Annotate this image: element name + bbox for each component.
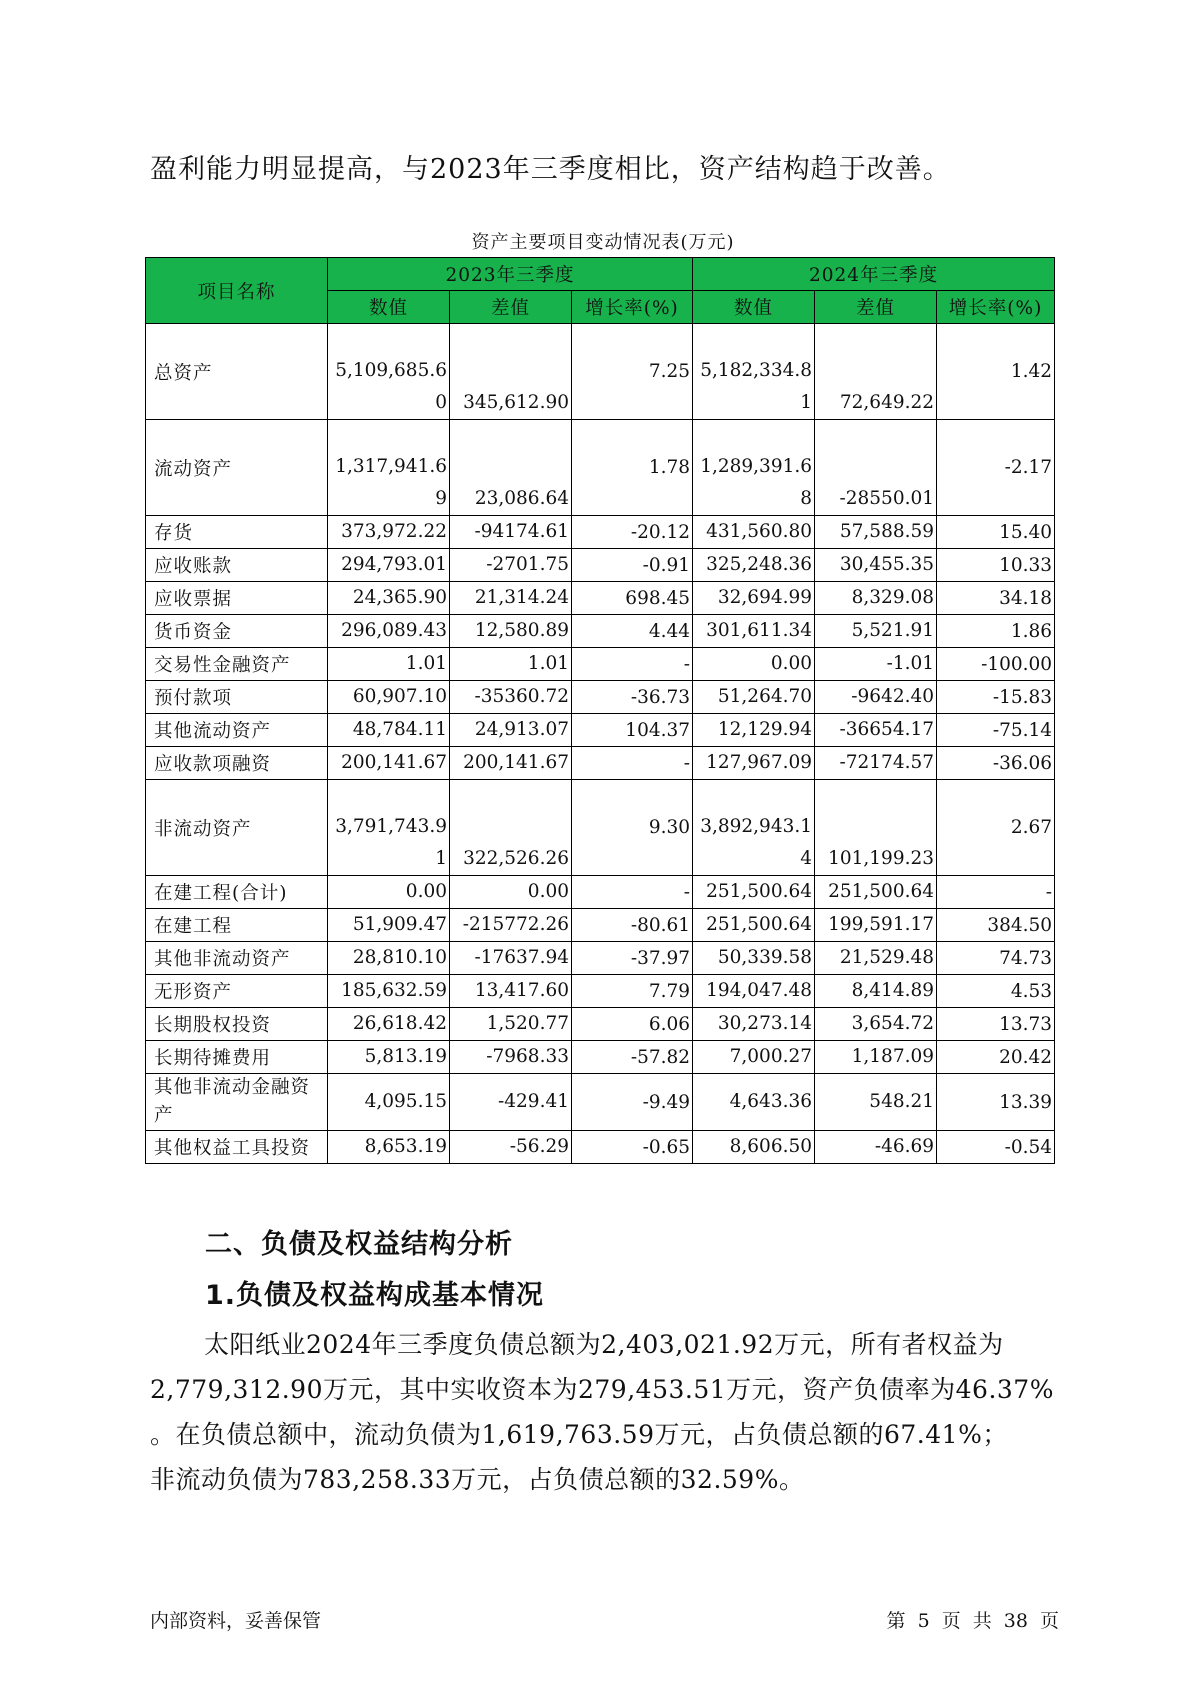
table-row: [146, 324, 1055, 420]
diff-2023-cell: -17637.94: [450, 942, 572, 975]
diff-2024-cell: 548.21: [815, 1074, 937, 1131]
value-2023-cell: 5,109,685.60: [328, 324, 450, 420]
diff-2023-cell: 345,612.90: [450, 324, 572, 420]
value-2024-cell: 1,289,391.68: [693, 420, 815, 516]
growth-2024-cell: 13.73: [937, 1008, 1055, 1041]
diff-2024-cell: -36654.17: [815, 714, 937, 747]
diff-2024-cell: -72174.57: [815, 747, 937, 780]
row-name-cell: 货币资金: [146, 615, 328, 648]
diff-2024-cell: 101,199.23: [815, 780, 937, 876]
table-row: [146, 1131, 1055, 1164]
value-2024-cell: 0.00: [693, 648, 815, 681]
value-2023-cell: 8,653.19: [328, 1131, 450, 1164]
value-2023-cell: 60,907.10: [328, 681, 450, 714]
row-name-cell: 总资产: [146, 324, 328, 420]
value-2023-cell: 1.01: [328, 648, 450, 681]
value-2023-cell: 1,317,941.69: [328, 420, 450, 516]
diff-2024-cell: 21,529.48: [815, 942, 937, 975]
row-name-cell: 在建工程(合计): [146, 876, 328, 909]
table-row: [146, 975, 1055, 1008]
row-name-cell: 无形资产: [146, 975, 328, 1008]
diff-2024-cell: 3,654.72: [815, 1008, 937, 1041]
growth-2023-cell: 7.25: [572, 324, 693, 420]
table-row: [146, 681, 1055, 714]
intro-text: 盈利能力明显提高，与2023年三季度相比，资产结构趋于改善。: [150, 154, 951, 185]
paragraph-line: 非流动负债为783,258.33万元，占负债总额的32.59%。: [150, 1465, 805, 1494]
row-name-cell: 非流动资产: [146, 780, 328, 876]
value-2024-cell: 301,611.34: [693, 615, 815, 648]
growth-2024-cell: -75.14: [937, 714, 1055, 747]
value-2024-cell: 32,694.99: [693, 582, 815, 615]
diff-2023-cell: 0.00: [450, 876, 572, 909]
row-name-cell: 应收票据: [146, 582, 328, 615]
row-name-cell: 其他非流动金融资产: [146, 1074, 328, 1131]
value-2023-cell: 28,810.10: [328, 942, 450, 975]
row-name-cell: 长期待摊费用: [146, 1041, 328, 1074]
diff-2023-cell: 200,141.67: [450, 747, 572, 780]
growth-2023-cell: -57.82: [572, 1041, 693, 1074]
value-2024-cell: 431,560.80: [693, 516, 815, 549]
footer-confidential: 内部资料，妥善保管: [150, 1610, 322, 1632]
growth-2023-cell: -0.65: [572, 1131, 693, 1164]
growth-2024-cell: 20.42: [937, 1041, 1055, 1074]
table-row: [146, 942, 1055, 975]
footer-page-number: 第 5 页 共 38 页: [886, 1610, 1059, 1632]
growth-2024-cell: -: [937, 876, 1055, 909]
value-2024-cell: 325,248.36: [693, 549, 815, 582]
table-row: [146, 1074, 1055, 1131]
value-2024-cell: 30,273.14: [693, 1008, 815, 1041]
diff-2024-cell: 57,588.59: [815, 516, 937, 549]
growth-2023-cell: -36.73: [572, 681, 693, 714]
growth-2024-cell: -15.83: [937, 681, 1055, 714]
value-2023-cell: 373,972.22: [328, 516, 450, 549]
subsection-heading: 1.负债及权益构成基本情况: [205, 1280, 545, 1311]
header-value: 数值: [328, 291, 450, 324]
table-row: [146, 615, 1055, 648]
table-row: [146, 714, 1055, 747]
diff-2024-cell: 72,649.22: [815, 324, 937, 420]
diff-2024-cell: -28550.01: [815, 420, 937, 516]
table-row: [146, 747, 1055, 780]
diff-2024-cell: 199,591.17: [815, 909, 937, 942]
value-2023-cell: 24,365.90: [328, 582, 450, 615]
paragraph-line: 2,779,312.90万元，其中实收资本为279,453.51万元，资产负债率为46.37%: [150, 1375, 1054, 1404]
row-name-cell: 长期股权投资: [146, 1008, 328, 1041]
diff-2023-cell: 322,526.26: [450, 780, 572, 876]
growth-2024-cell: 15.40: [937, 516, 1055, 549]
diff-2024-cell: -46.69: [815, 1131, 937, 1164]
diff-2024-cell: 8,329.08: [815, 582, 937, 615]
growth-2023-cell: -80.61: [572, 909, 693, 942]
diff-2023-cell: 24,913.07: [450, 714, 572, 747]
row-name-cell: 存货: [146, 516, 328, 549]
value-2023-cell: 294,793.01: [328, 549, 450, 582]
diff-2024-cell: 5,521.91: [815, 615, 937, 648]
growth-2024-cell: -36.06: [937, 747, 1055, 780]
value-2024-cell: 51,264.70: [693, 681, 815, 714]
growth-2024-cell: 2.67: [937, 780, 1055, 876]
value-2024-cell: 12,129.94: [693, 714, 815, 747]
value-2024-cell: 7,000.27: [693, 1041, 815, 1074]
row-name-cell: 应收账款: [146, 549, 328, 582]
value-2023-cell: 26,618.42: [328, 1008, 450, 1041]
growth-2023-cell: -37.97: [572, 942, 693, 975]
value-2024-cell: 194,047.48: [693, 975, 815, 1008]
growth-2024-cell: -100.00: [937, 648, 1055, 681]
table-row: [146, 909, 1055, 942]
growth-2023-cell: 698.45: [572, 582, 693, 615]
diff-2023-cell: 1.01: [450, 648, 572, 681]
value-2023-cell: 200,141.67: [328, 747, 450, 780]
table-row: [146, 516, 1055, 549]
value-2024-cell: 50,339.58: [693, 942, 815, 975]
table-row: [146, 549, 1055, 582]
row-name-cell: 交易性金融资产: [146, 648, 328, 681]
growth-2024-cell: 13.39: [937, 1074, 1055, 1131]
value-2024-cell: 127,967.09: [693, 747, 815, 780]
diff-2023-cell: 23,086.64: [450, 420, 572, 516]
growth-2023-cell: -0.91: [572, 549, 693, 582]
value-2023-cell: 296,089.43: [328, 615, 450, 648]
paragraph-line: 太阳纸业2024年三季度负债总额为2,403,021.92万元，所有者权益为: [204, 1330, 1004, 1359]
table-row: [146, 420, 1055, 516]
value-2024-cell: 5,182,334.81: [693, 324, 815, 420]
row-name-cell: 其他非流动资产: [146, 942, 328, 975]
diff-2023-cell: -7968.33: [450, 1041, 572, 1074]
value-2024-cell: 251,500.64: [693, 909, 815, 942]
header-diff: 差值: [450, 291, 572, 324]
diff-2023-cell: 21,314.24: [450, 582, 572, 615]
value-2024-cell: 3,892,943.14: [693, 780, 815, 876]
growth-2023-cell: -: [572, 876, 693, 909]
growth-2023-cell: 1.78: [572, 420, 693, 516]
header-item-name: 项目名称: [146, 258, 328, 324]
section-heading: 二、负债及权益结构分析: [205, 1229, 513, 1260]
diff-2023-cell: -94174.61: [450, 516, 572, 549]
growth-2024-cell: 4.53: [937, 975, 1055, 1008]
header-value: 数值: [693, 291, 815, 324]
diff-2023-cell: 12,580.89: [450, 615, 572, 648]
value-2023-cell: 48,784.11: [328, 714, 450, 747]
diff-2023-cell: -2701.75: [450, 549, 572, 582]
value-2023-cell: 51,909.47: [328, 909, 450, 942]
diff-2023-cell: 13,417.60: [450, 975, 572, 1008]
growth-2024-cell: 1.86: [937, 615, 1055, 648]
growth-2023-cell: 9.30: [572, 780, 693, 876]
diff-2023-cell: -56.29: [450, 1131, 572, 1164]
body-paragraph: [150, 1322, 1058, 1502]
header-growth: 增长率(%): [572, 291, 693, 324]
table-title: 资产主要项目变动情况表(万元): [471, 232, 735, 253]
growth-2023-cell: 6.06: [572, 1008, 693, 1041]
row-name-cell: 应收款项融资: [146, 747, 328, 780]
diff-2023-cell: -215772.26: [450, 909, 572, 942]
diff-2024-cell: 1,187.09: [815, 1041, 937, 1074]
row-name-cell: 在建工程: [146, 909, 328, 942]
diff-2023-cell: -429.41: [450, 1074, 572, 1131]
growth-2023-cell: -20.12: [572, 516, 693, 549]
growth-2023-cell: 7.79: [572, 975, 693, 1008]
diff-2024-cell: -9642.40: [815, 681, 937, 714]
table-row: [146, 1008, 1055, 1041]
table-row: [146, 780, 1055, 876]
growth-2024-cell: 10.33: [937, 549, 1055, 582]
growth-2023-cell: 104.37: [572, 714, 693, 747]
growth-2024-cell: 384.50: [937, 909, 1055, 942]
value-2023-cell: 5,813.19: [328, 1041, 450, 1074]
value-2024-cell: 4,643.36: [693, 1074, 815, 1131]
diff-2023-cell: 1,520.77: [450, 1008, 572, 1041]
table-row: [146, 1041, 1055, 1074]
row-name-cell: 其他流动资产: [146, 714, 328, 747]
diff-2024-cell: 30,455.35: [815, 549, 937, 582]
growth-2023-cell: -: [572, 747, 693, 780]
header-diff: 差值: [815, 291, 937, 324]
value-2023-cell: 4,095.15: [328, 1074, 450, 1131]
diff-2023-cell: -35360.72: [450, 681, 572, 714]
header-year-2023: 2023年三季度: [328, 258, 693, 291]
growth-2024-cell: -0.54: [937, 1131, 1055, 1164]
value-2024-cell: 251,500.64: [693, 876, 815, 909]
row-name-cell: 预付款项: [146, 681, 328, 714]
value-2023-cell: 3,791,743.91: [328, 780, 450, 876]
growth-2023-cell: -: [572, 648, 693, 681]
asset-change-table: [145, 257, 1055, 1164]
diff-2024-cell: -1.01: [815, 648, 937, 681]
table-row: [146, 582, 1055, 615]
growth-2023-cell: 4.44: [572, 615, 693, 648]
growth-2024-cell: 1.42: [937, 324, 1055, 420]
paragraph-line: 。在负债总额中，流动负债为1,619,763.59万元，占负债总额的67.41%；: [150, 1420, 1008, 1449]
value-2023-cell: 185,632.59: [328, 975, 450, 1008]
row-name-cell: 流动资产: [146, 420, 328, 516]
table-row: [146, 876, 1055, 909]
diff-2024-cell: 8,414.89: [815, 975, 937, 1008]
diff-2024-cell: 251,500.64: [815, 876, 937, 909]
header-growth: 增长率(%): [937, 291, 1055, 324]
growth-2023-cell: -9.49: [572, 1074, 693, 1131]
growth-2024-cell: 74.73: [937, 942, 1055, 975]
table-row: [146, 648, 1055, 681]
row-name-cell: 其他权益工具投资: [146, 1131, 328, 1164]
value-2023-cell: 0.00: [328, 876, 450, 909]
growth-2024-cell: 34.18: [937, 582, 1055, 615]
value-2024-cell: 8,606.50: [693, 1131, 815, 1164]
growth-2024-cell: -2.17: [937, 420, 1055, 516]
header-year-2024: 2024年三季度: [693, 258, 1055, 291]
